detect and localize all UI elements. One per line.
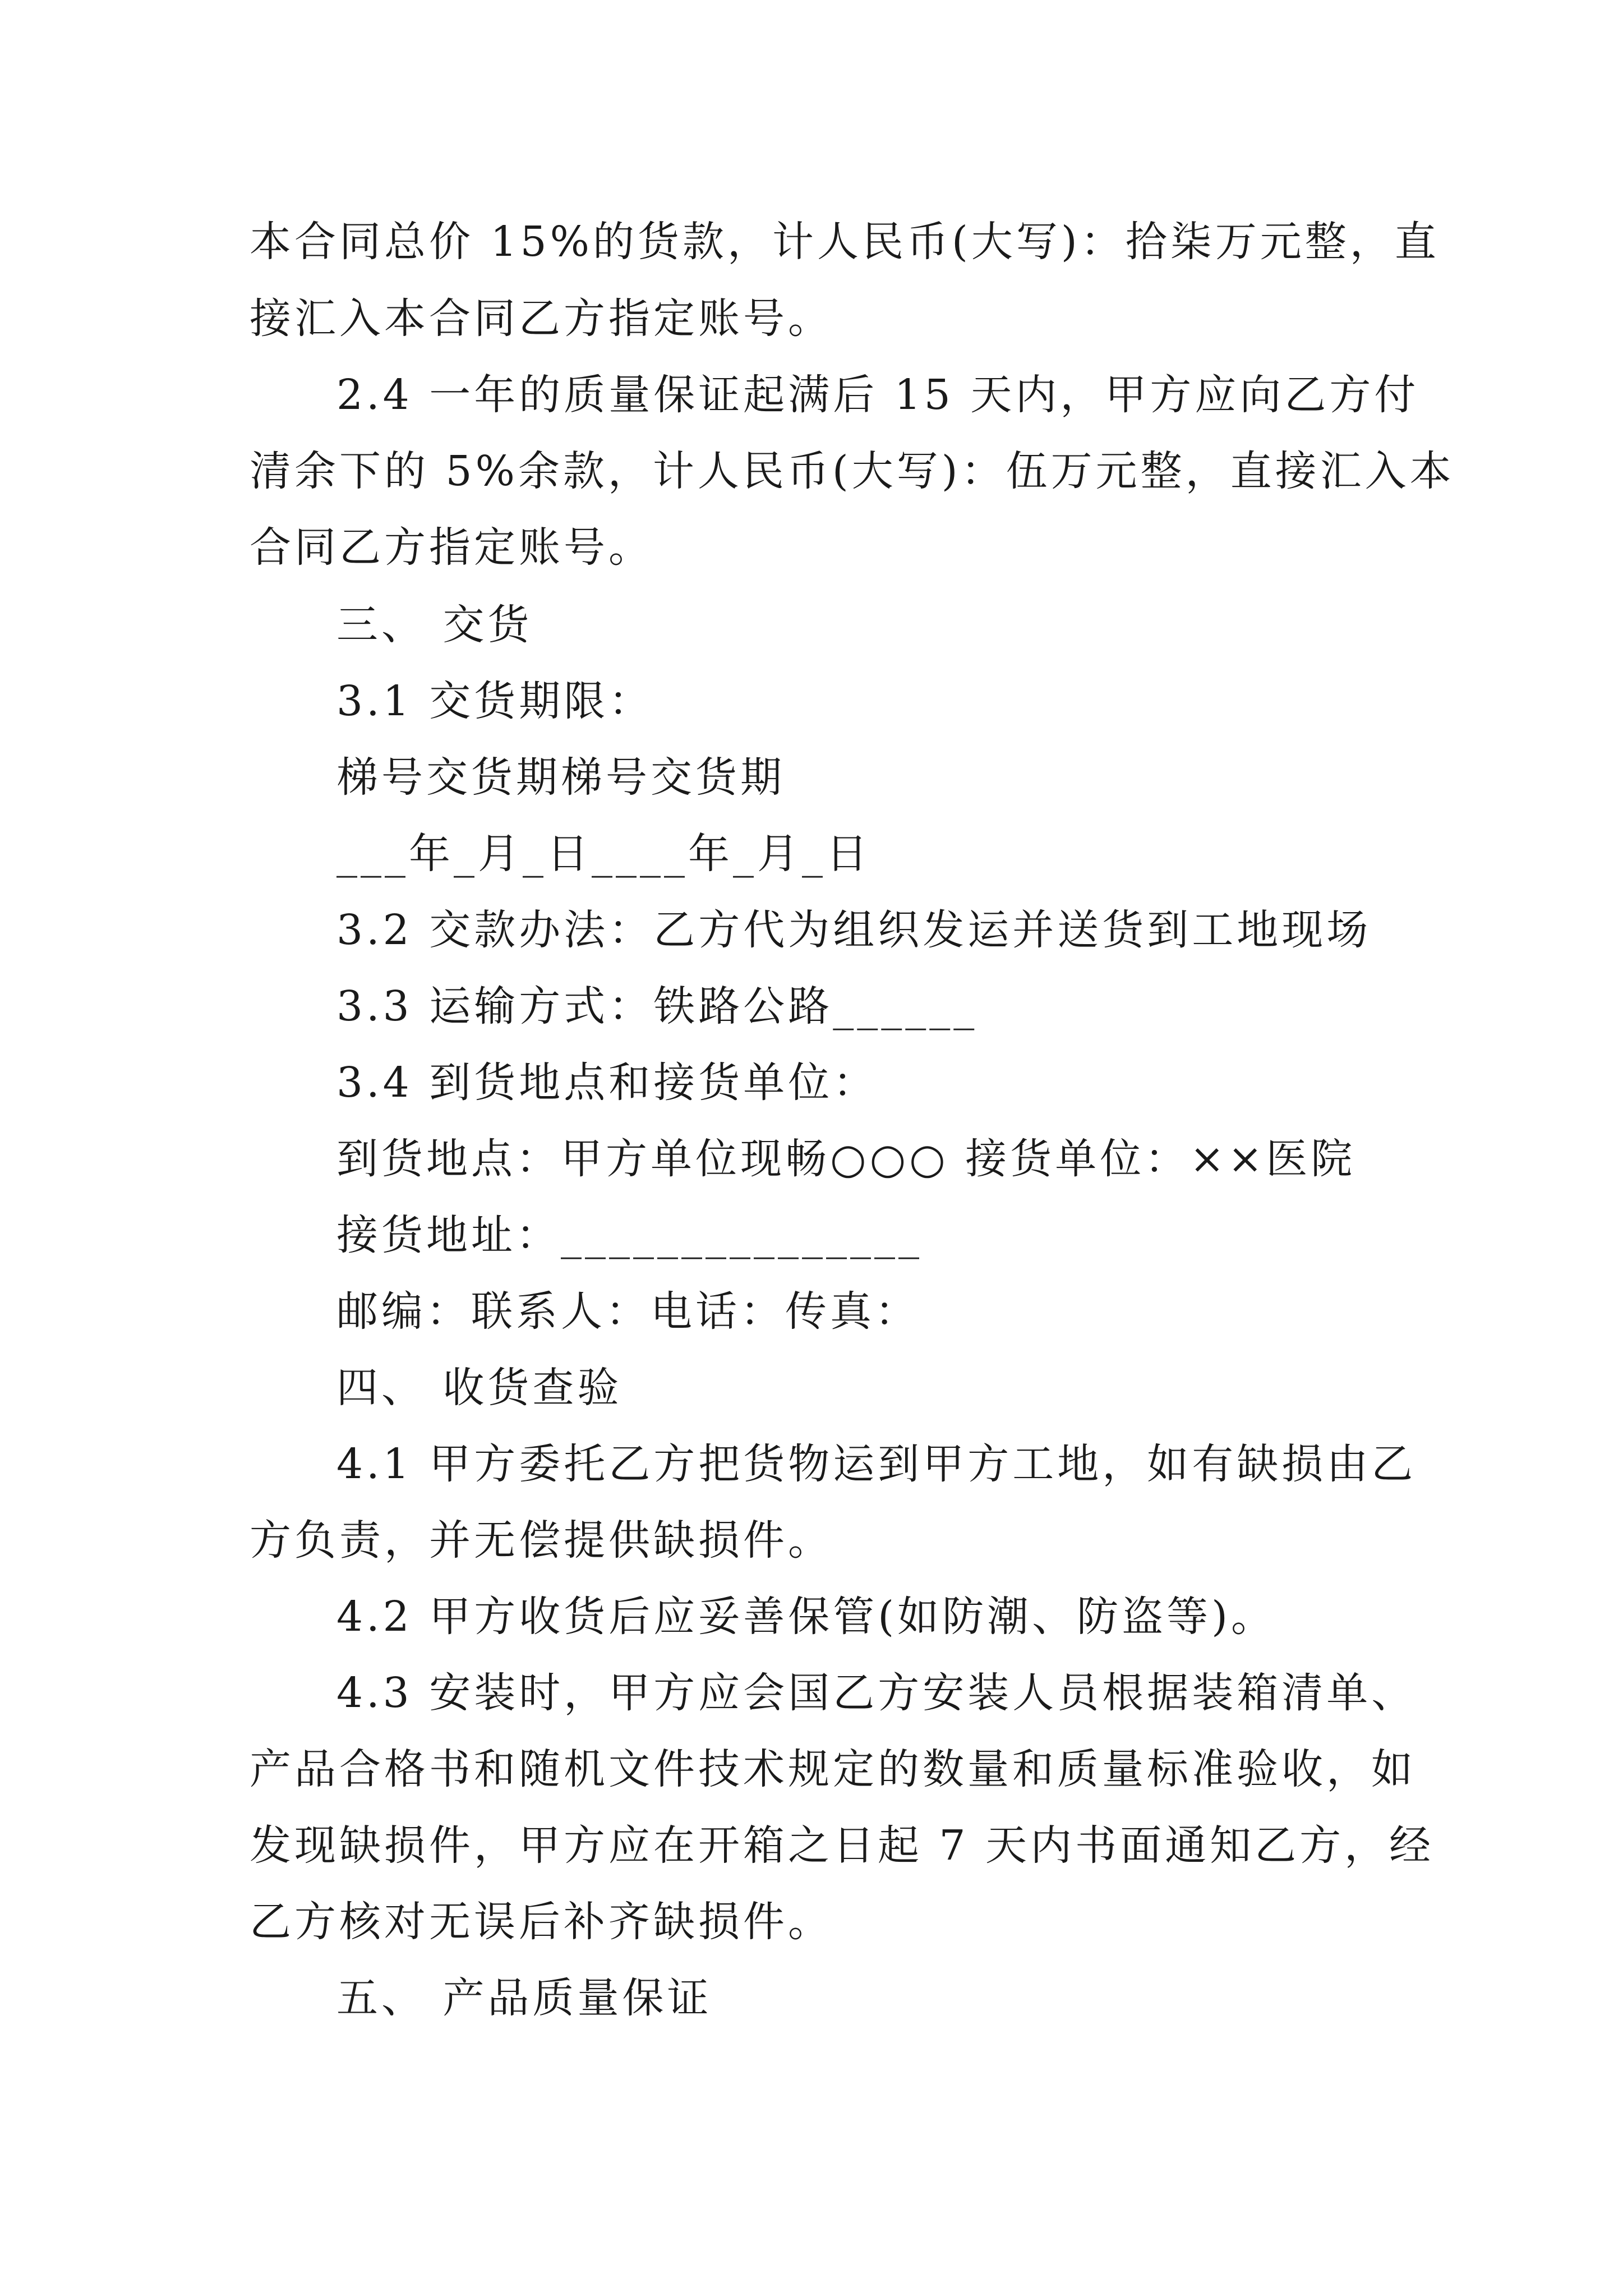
text-line: 4.1 甲方委托乙方把货物运到甲方工地，如有缺损由乙 <box>336 1440 1417 1488</box>
text-line: 接货地址：_______________ <box>336 1211 923 1259</box>
text-line: 4.3 安装时，甲方应会国乙方安装人员根据装箱清单、 <box>336 1669 1417 1717</box>
text-line: 发现缺损件，甲方应在开箱之日起 7 天内书面通知乙方，经 <box>250 1821 1435 1870</box>
section-heading: 五、 产品质量保证 <box>336 1974 712 2022</box>
text-line: 方负责，并无偿提供缺损件。 <box>250 1516 833 1565</box>
text-line: 邮编：联系人：电话：传真： <box>336 1287 920 1336</box>
text-line: 4.2 甲方收货后应妥善保管(如防潮、防盗等)。 <box>336 1593 1276 1641</box>
text-line: 2.4 一年的质量保证起满后 15 天内，甲方应向乙方付 <box>336 371 1419 419</box>
text-line: 乙方核对无误后补齐缺损件。 <box>250 1898 833 1946</box>
section-heading: 四、 收货查验 <box>336 1364 623 1412</box>
text-line: 3.2 交款办法：乙方代为组织发运并送货到工地现场 <box>336 906 1372 954</box>
text-line: 本合同总价 15%的货款，计人民币(大写)：拾柒万元整，直 <box>250 218 1440 266</box>
text-line: 梯号交货期梯号交货期 <box>336 753 785 802</box>
text-line: 3.4 到货地点和接货单位： <box>336 1059 878 1107</box>
section-heading: 三、 交货 <box>336 601 533 649</box>
text-line: 3.1 交货期限： <box>336 677 654 725</box>
text-line: 接汇入本合同乙方指定账号。 <box>250 295 833 343</box>
text-line: ___年_月_日____年_月_日 <box>336 830 871 878</box>
text-line: 到货地点：甲方单位现畅○○○ 接货单位：××医院 <box>336 1135 1356 1183</box>
text-line: 清余下的 5%余款，计人民币(大写)：伍万元整，直接汇入本 <box>250 447 1455 495</box>
text-line: 合同乙方指定账号。 <box>250 523 653 572</box>
text-line: 3.3 运输方式：铁路公路______ <box>336 982 978 1030</box>
text-line: 产品合格书和随机文件技术规定的数量和质量标准验收，如 <box>250 1745 1416 1793</box>
